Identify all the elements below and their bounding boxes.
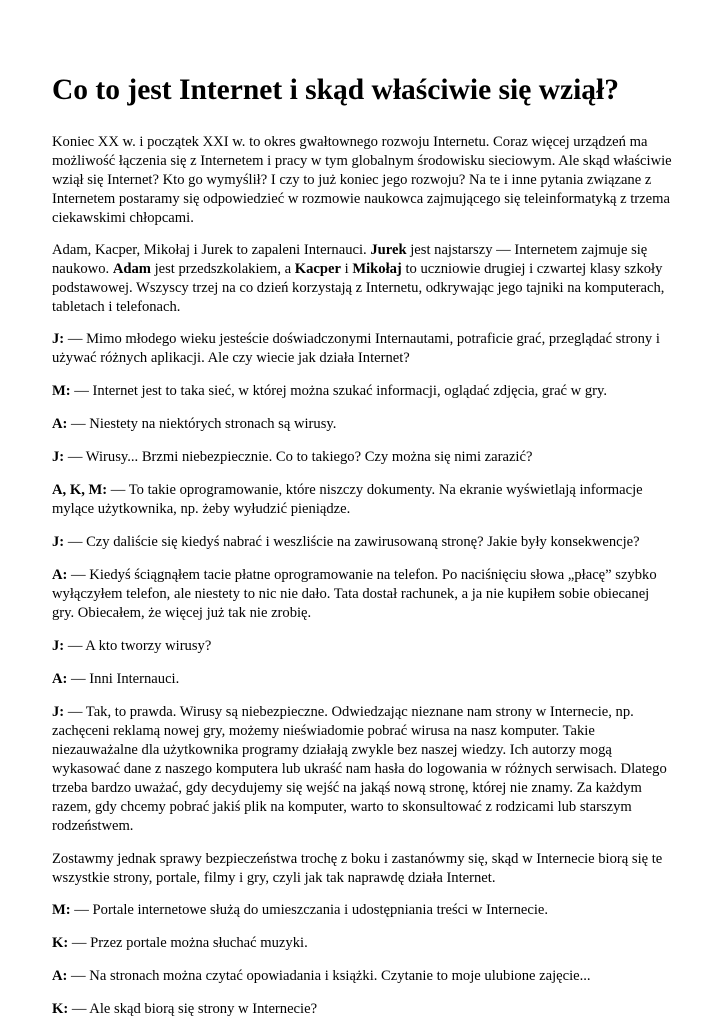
characters-text: Adam, Kacper, Mikołaj i Jurek to zapaleni Internauci. [52,242,371,258]
speaker-label: M: [52,902,71,918]
speaker-label: K: [52,935,69,951]
speaker-label: J: [52,331,65,347]
dialogue-line [52,382,673,401]
dialogue-line [52,670,673,689]
speaker-label: J: [52,704,65,720]
dialogue-line [52,901,673,920]
speaker-label: J: [52,534,65,550]
characters-text: to uczniowie drugiej i czwartej klasy szkoły podstawowej. Wszyscy trzej na co dzień korzystają z Internetu, odkrywając jego tajniki na komputerach, tabletach i telefonach. [52,261,665,315]
speaker-label: A, K, M: [52,482,108,498]
dialogue-text: — A kto tworzy wirusy? [64,638,212,654]
dialogue-line [52,934,673,953]
dialogue-text: — Tak, to prawda. Wirusy są niebezpieczne. Odwiedzając nieznane nam strony w Internecie, np. zachęceni reklamą nowej gry, możemy nieświadomie pobrać wirusa na nasz komputer. Takie niezauważalne dla użytkownika programy działają zwykle bez naszej wiedzy. Ich autorzy mogą wykasować dane z naszego komputera lub ukraść nam hasła do logowania w różnych serwisach. Dlatego trzeba bardzo uważać, gdy decydujemy się wejść na jakąś nową stronę, której nie znamy. Za każdym razem, gdy chcemy pobrać jakiś plik na komputer, warto to skonsultować z rodzicami lub starszym rodzeństwem. [52,704,667,834]
dialogue-line [52,637,673,656]
speaker-label: A: [52,968,68,984]
dialogue-text: — Portale internetowe służą do umieszczania i udostępniania treści w Internecie. [70,902,549,918]
dialogue-text: — Na stronach można czytać opowiadania i książki. Czytanie to moje ulubione zajęcie... [67,968,591,984]
dialogue-text: — Kiedyś ściągnąłem tacie płatne oprogramowanie na telefon. Po naciśnięciu słowa „płacę” szybko wyłączyłem telefon, ale niestety to nic nie dało. Tata dostał rachunek, a ja nie kupiłem sobie obiecanej gry. Obiecałem, że więcej już tak nie zrobię. [52,567,657,621]
dialogue-line [52,481,673,519]
transition-paragraph: Zostawmy jednak sprawy bezpieczeństwa trochę z boku i zastanówmy się, skąd w Internecie biorą się te wszystkie strony, portale, filmy i gry, czyli jak tak naprawdę działa Internet. [52,851,663,886]
characters-text: jest najstarszy — Internetem zajmuje się naukowo. [52,242,648,277]
characters-text: jest przedszkolakiem, a [150,261,295,277]
speaker-label: J: [52,449,65,465]
character-name: Jurek [370,242,407,258]
character-name: Kacper [294,261,341,277]
dialogue-line [52,533,673,552]
dialogue-line [52,1000,673,1019]
dialogue-text: — Ale skąd biorą się strony w Internecie? [68,1001,318,1017]
dialogue-line [52,566,673,623]
dialogue-line [52,703,673,836]
dialogue-line [52,967,673,986]
dialogue-text: — Wirusy... Brzmi niebezpiecznie. Co to takiego? Czy można się nimi zarazić? [64,449,533,465]
dialogue-text: — Czy daliście się kiedyś nabrać i weszliście na zawirusowaną stronę? Jakie były konsekwencje? [64,534,640,550]
dialogue-text: — To takie oprogramowanie, które niszczy dokumenty. Na ekranie wyświetlają informacje mylące użytkownika, np. żeby wyłudzić pieniądze. [52,482,643,517]
characters-text: i [340,261,353,277]
document-title: Co to jest Internet i skąd właściwie się wziął? [52,74,619,106]
speaker-label: M: [52,383,71,399]
speaker-label: A: [52,416,68,432]
dialogue-text: — Inni Internauci. [67,671,180,687]
speaker-label: J: [52,638,65,654]
speaker-label: K: [52,1001,69,1017]
dialogue-text: — Niestety na niektórych stronach są wirusy. [67,416,337,432]
dialogue-line [52,330,673,368]
character-name: Adam [112,261,151,277]
dialogue-text: — Internet jest to taka sieć, w której można szukać informacji, oglądać zdjęcia, grać w gry. [70,383,608,399]
speaker-label: A: [52,567,68,583]
dialogue-line [52,415,673,434]
characters-paragraph [52,241,673,317]
dialogue-text: — Przez portale można słuchać muzyki. [68,935,308,951]
dialogue-text: — Mimo młodego wieku jesteście doświadczonymi Internautami, potraficie grać, przeglądać strony i używać różnych aplikacji. Ale czy wiecie jak działa Internet? [52,331,660,366]
speaker-label: A: [52,671,68,687]
intro-paragraph: Koniec XX w. i początek XXI w. to okres gwałtownego rozwoju Internetu. Coraz więcej urządzeń ma możliwość łączenia się z Internetem i pracy w tym globalnym środowisku sieciowym. Ale skąd właściwie wziął się Internet? Kto go wymyślił? I czy to już koniec jego rozwoju? Na te i inne pytania związane z Internetem postaramy się odpowiedzieć w rozmowie naukowca zajmującego się teleinformatyką z trzema ciekawskimi chłopcami. [52,134,672,226]
dialogue-line [52,448,673,467]
character-name: Mikołaj [352,261,402,277]
